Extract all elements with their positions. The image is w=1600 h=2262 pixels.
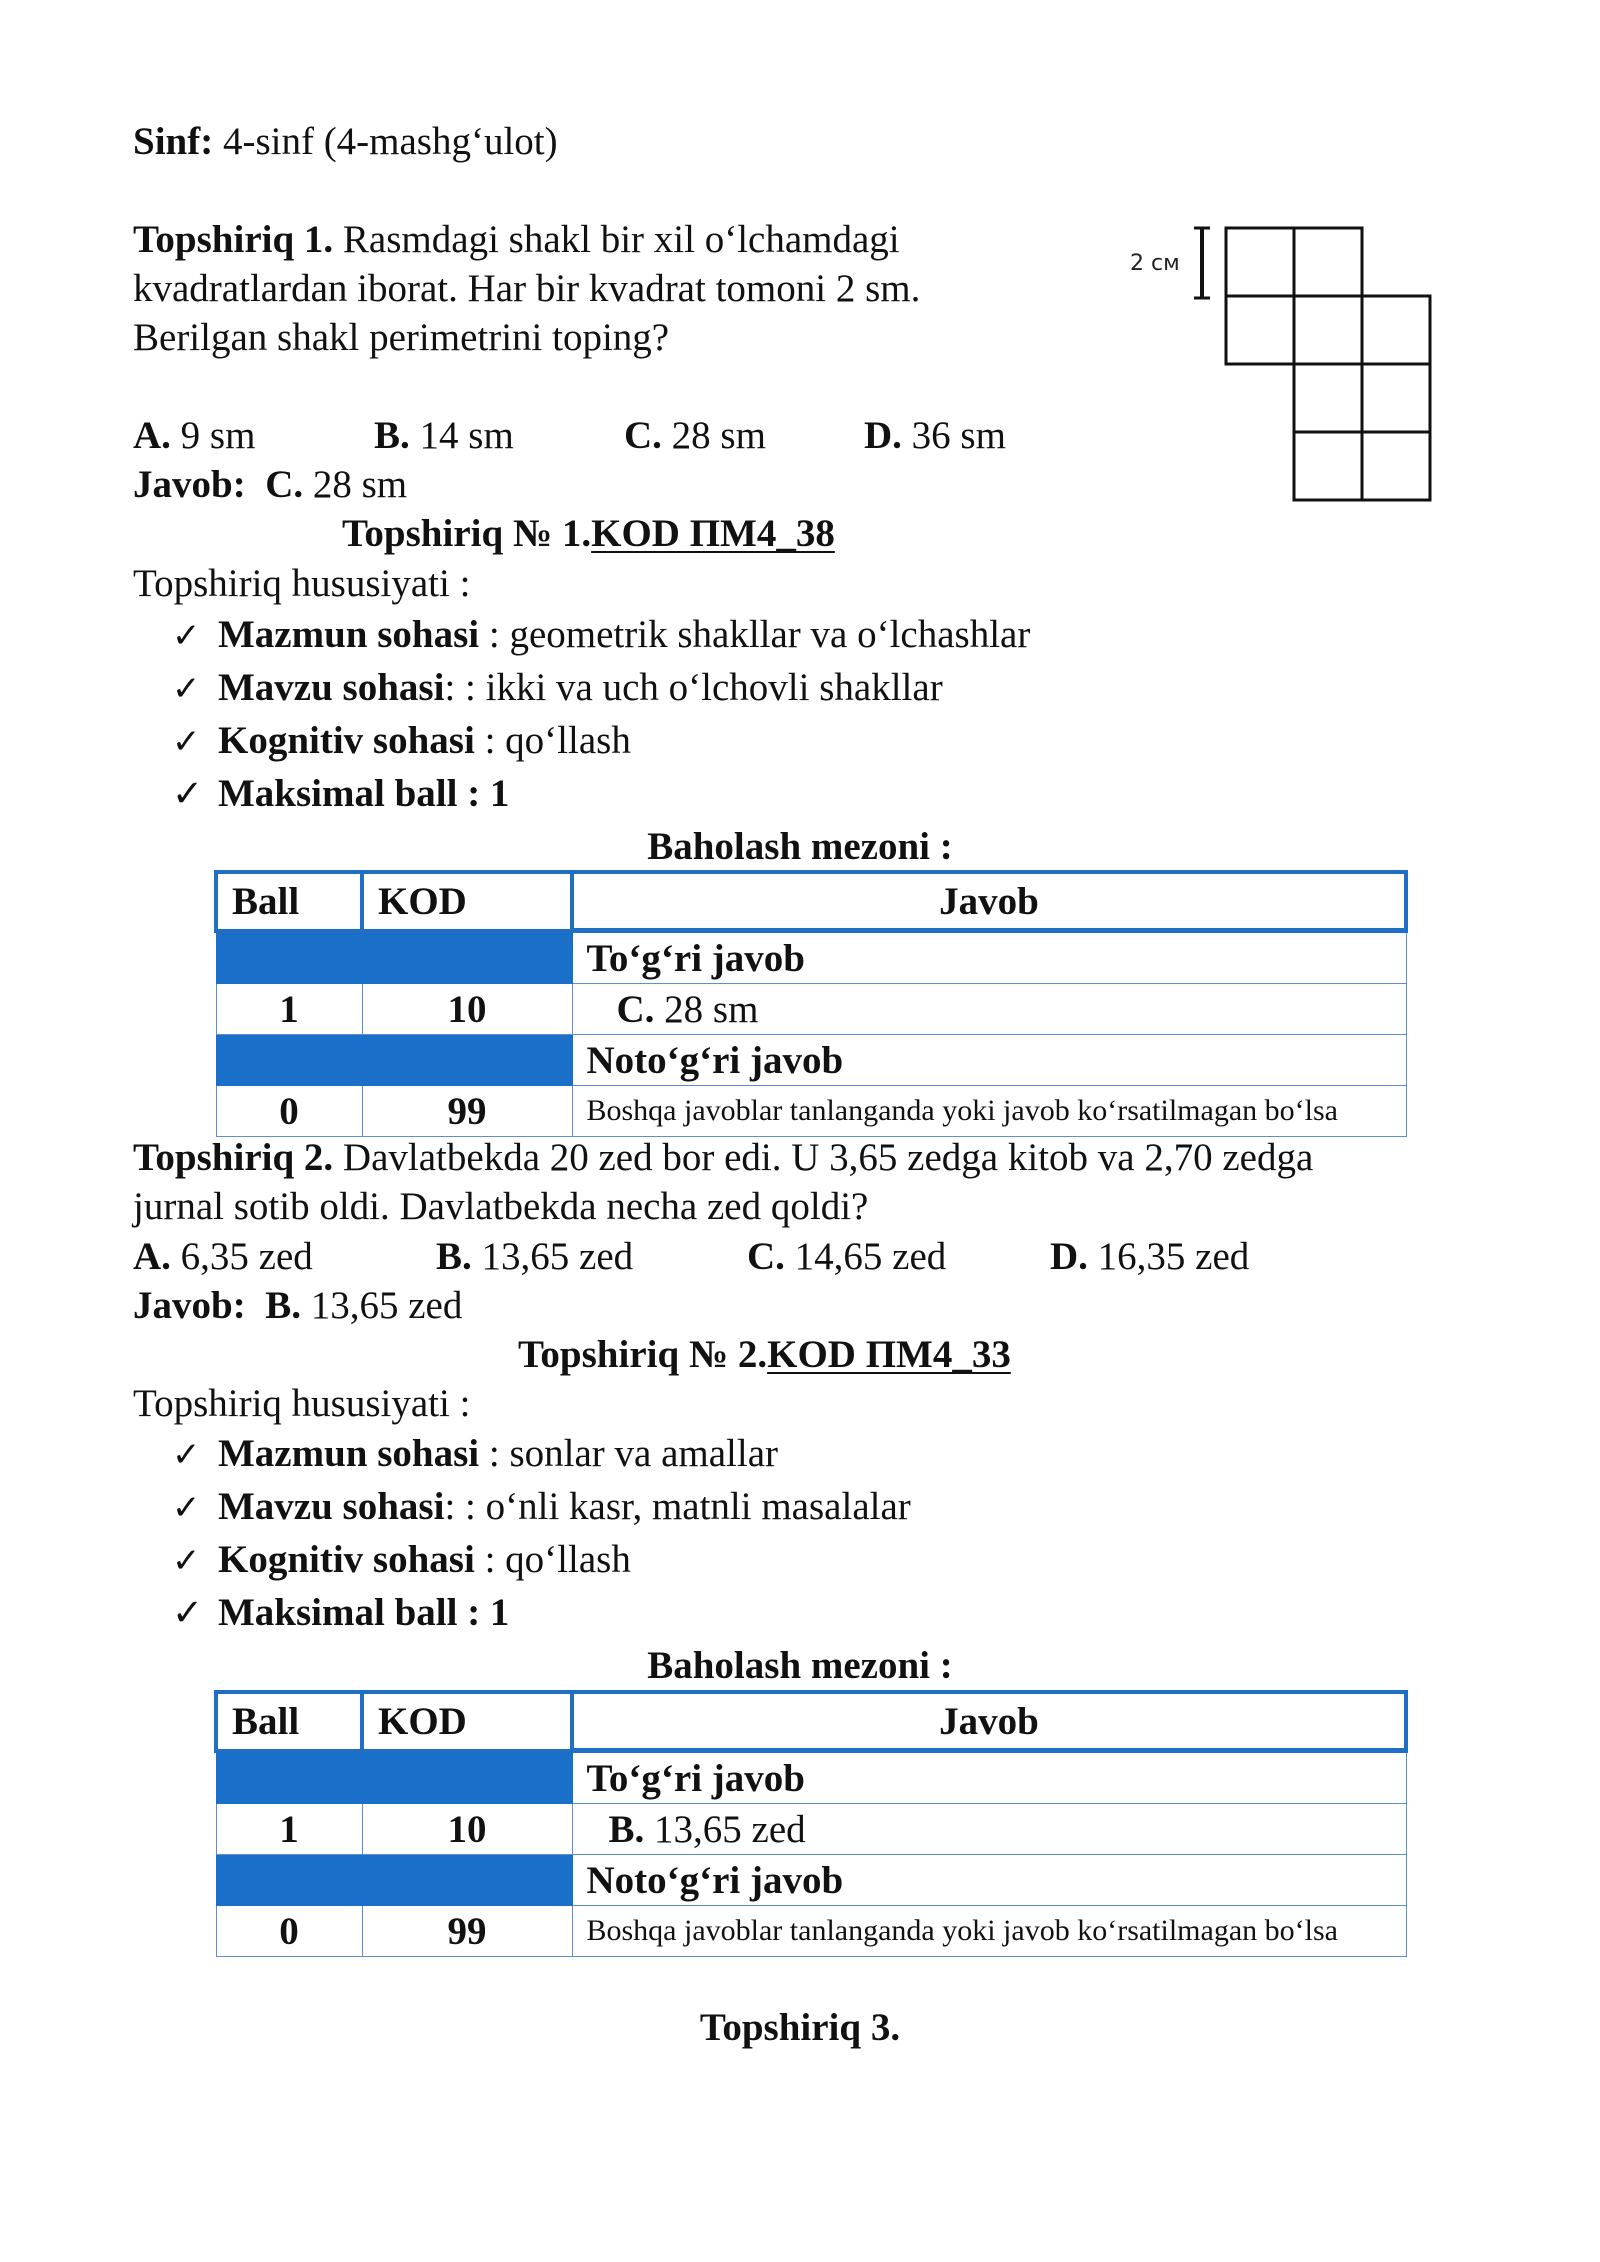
- task1-feature-maxball: ✓ Maksimal ball : 1: [172, 772, 510, 815]
- task1-option-b: B. 14 sm: [374, 414, 514, 457]
- task1-question-line3: Berilgan shakl perimetrini toping?: [133, 316, 670, 359]
- table-row: [216, 1751, 1406, 1804]
- class-header: [133, 122, 558, 161]
- task2-grading-table: [214, 1690, 1408, 1957]
- table-row: [216, 1804, 1406, 1855]
- correct-ball: 1: [216, 1804, 362, 1855]
- header-ball: Ball: [216, 1692, 362, 1751]
- task1-figure: [1120, 218, 1450, 518]
- class-value: 4-sinf (4-mashg‘ulot): [222, 120, 558, 163]
- header-ball: Ball: [216, 872, 362, 931]
- task1-option-c: C. 28 sm: [624, 414, 766, 457]
- task1-text-1: Rasmdagi shakl bir xil o‘lchamdagi: [342, 218, 900, 261]
- task1-code-heading: Topshiriq № 1.KOD ПМ4_38: [342, 512, 835, 555]
- task2-features-title: Topshiriq hususiyati :: [133, 1382, 471, 1425]
- table-row: [216, 1855, 1406, 1906]
- table-header-row: [216, 1692, 1406, 1751]
- class-label: Sinf:: [133, 120, 214, 163]
- header-javob: Javob: [572, 872, 1406, 931]
- wrong-ball: 0: [216, 1906, 362, 1957]
- wrong-text: Boshqa javoblar tanlanganda yoki javob ko‘rsatilmagan bo‘lsa: [572, 1086, 1406, 1137]
- wrong-code: 99: [362, 1086, 572, 1137]
- task2-answer: Javob: B. 13,65 zed: [133, 1284, 463, 1327]
- figure-dimension-label: 2 см: [1130, 251, 1180, 276]
- task1-grading-table: [214, 870, 1408, 1137]
- task2-question-line2: jurnal sotib oldi. Davlatbekda necha zed qoldi?: [133, 1185, 869, 1228]
- task1-features-title: Topshiriq hususiyati :: [133, 562, 471, 605]
- checkmark-icon: ✓: [172, 1435, 201, 1475]
- task1-option-d: D. 36 sm: [864, 414, 1006, 457]
- wrong-code: 99: [362, 1906, 572, 1957]
- correct-label: To‘g‘ri javob: [572, 931, 1406, 984]
- correct-ball: 1: [216, 984, 362, 1035]
- task1-feature-cognitive: ✓ Kognitiv sohasi : qo‘llash: [172, 719, 631, 762]
- task1-answer: Javob: C. 28 sm: [133, 463, 408, 506]
- grid-shape-figure: [1120, 218, 1450, 518]
- task2-option-b: B. 13,65 zed: [436, 1235, 634, 1278]
- wrong-label: Noto‘g‘ri javob: [572, 1035, 1406, 1086]
- header-kod: KOD: [362, 1692, 572, 1751]
- table-row: [216, 1906, 1406, 1957]
- table-row: [216, 931, 1406, 984]
- correct-answer: C. 28 sm: [572, 984, 1406, 1035]
- header-javob: Javob: [572, 1692, 1406, 1751]
- table-row: [216, 984, 1406, 1035]
- checkmark-icon: ✓: [172, 616, 201, 656]
- task1-criteria-title: Baholash mezoni :: [647, 825, 953, 868]
- task3-title: Topshiriq 3.: [699, 2006, 901, 2049]
- checkmark-icon: ✓: [172, 772, 204, 815]
- checkmark-icon: ✓: [172, 1591, 204, 1634]
- task2-feature-topic: ✓ Mavzu sohasi: : o‘nli kasr, matnli masalalar: [172, 1485, 911, 1528]
- task1-code: KOD ПМ4_38: [591, 512, 835, 555]
- task2-code: KOD ПМ4_33: [767, 1333, 1011, 1376]
- correct-code: 10: [362, 984, 572, 1035]
- checkmark-icon: ✓: [172, 722, 201, 762]
- table-header-row: [216, 872, 1406, 931]
- table-row: [216, 1086, 1406, 1137]
- task2-criteria-title: Baholash mezoni :: [647, 1644, 953, 1687]
- table-row: [216, 1035, 1406, 1086]
- task1-feature-topic: ✓ Mavzu sohasi: : ikki va uch o‘lchovli shakllar: [172, 666, 943, 709]
- correct-label: To‘g‘ri javob: [572, 1751, 1406, 1804]
- task2-option-a: A. 6,35 zed: [133, 1235, 313, 1278]
- task1-option-a: A. 9 sm: [133, 414, 256, 457]
- correct-code: 10: [362, 1804, 572, 1855]
- task1-title: Topshiriq 1.: [133, 218, 334, 261]
- task2-feature-maxball: ✓ Maksimal ball : 1: [172, 1591, 510, 1634]
- task2-feature-cognitive: ✓ Kognitiv sohasi : qo‘llash: [172, 1538, 631, 1581]
- task2-option-d: D. 16,35 zed: [1050, 1235, 1250, 1278]
- wrong-label: Noto‘g‘ri javob: [572, 1855, 1406, 1906]
- correct-answer: B. 13,65 zed: [572, 1804, 1406, 1855]
- wrong-text: Boshqa javoblar tanlanganda yoki javob ko‘rsatilmagan bo‘lsa: [572, 1906, 1406, 1957]
- task2-title: Topshiriq 2.: [133, 1136, 334, 1179]
- task2-option-c: C. 14,65 zed: [747, 1235, 947, 1278]
- header-kod: KOD: [362, 872, 572, 931]
- checkmark-icon: ✓: [172, 1488, 201, 1528]
- task2-feature-content: ✓ Mazmun sohasi : sonlar va amallar: [172, 1432, 779, 1475]
- task2-question-line1: Topshiriq 2. Davlatbekda 20 zed bor edi. U 3,65 zedga kitob va 2,70 zedga: [133, 1136, 1314, 1179]
- wrong-ball: 0: [216, 1086, 362, 1137]
- task2-code-heading: Topshiriq № 2.KOD ПМ4_33: [518, 1333, 1011, 1376]
- task1-question-line2: kvadratlardan iborat. Har bir kvadrat tomoni 2 sm.: [133, 267, 921, 310]
- checkmark-icon: ✓: [172, 1541, 201, 1581]
- checkmark-icon: ✓: [172, 669, 201, 709]
- task1-question-line1: [133, 220, 900, 259]
- task1-feature-content: ✓ Mazmun sohasi : geometrik shakllar va o‘lchashlar: [172, 613, 1031, 656]
